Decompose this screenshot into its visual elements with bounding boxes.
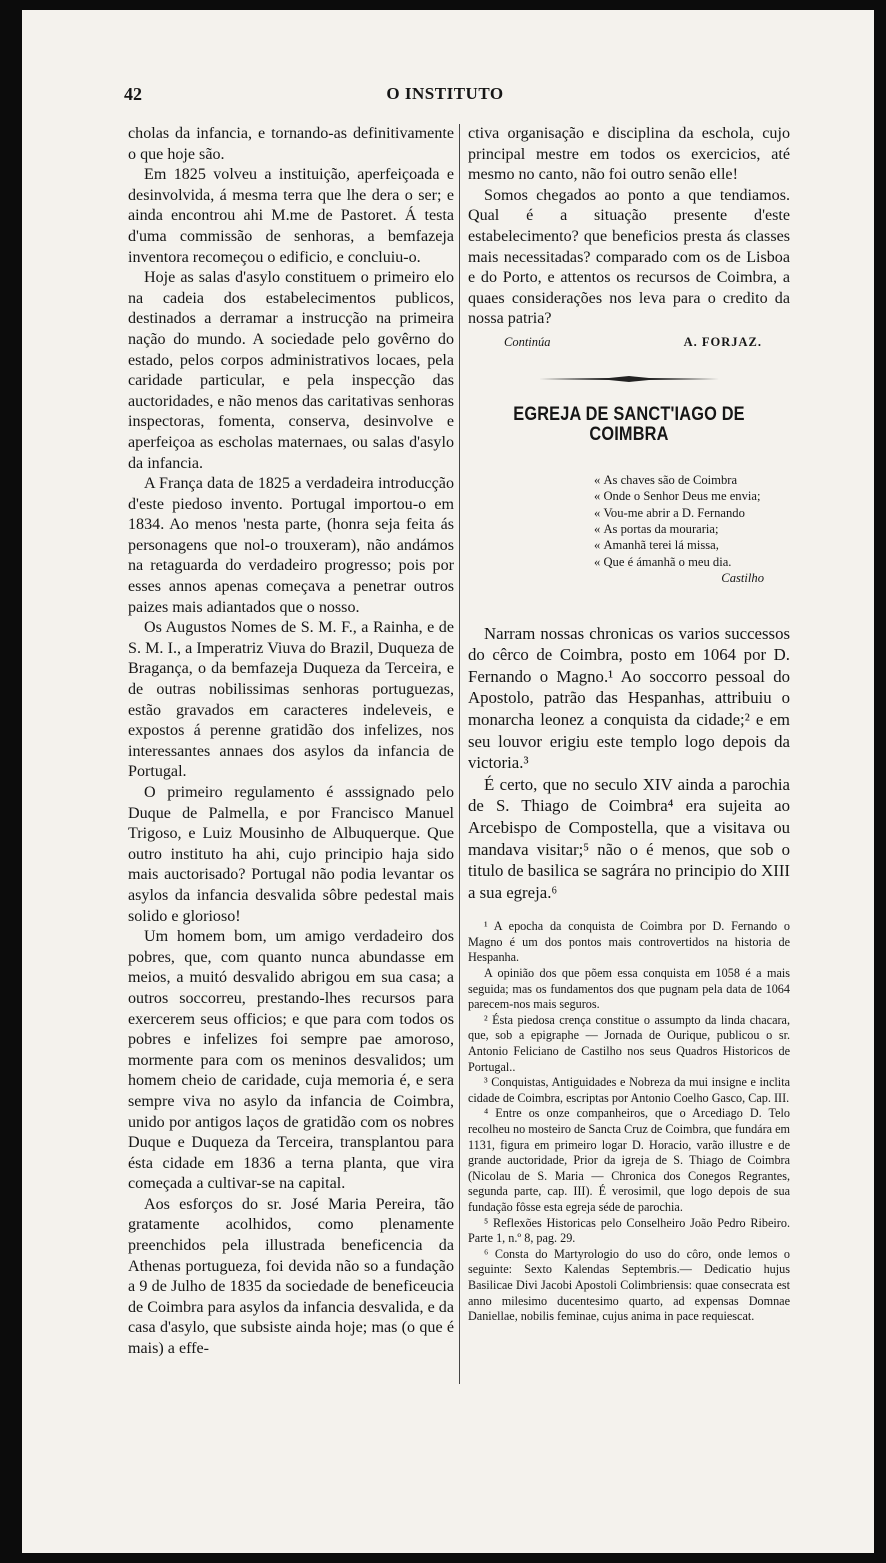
continua-label: Continúa: [504, 334, 551, 349]
epigraph: [594, 472, 790, 587]
paragraph: Narram nossas chronicas os varios successos do cêrco de Coimbra, posto em 1064 por D. Fernando o Magno.¹ Ao soccorro pessoal do Apostolo, patrão das Hespanhas, attribuiu o monarcha leonez a conquista da cidade;² e em seu louvor erigiu este templo logo depois da victoria.³: [468, 623, 790, 773]
epigraph-line: « As chaves são de Coimbra: [594, 472, 790, 488]
author-name: A. FORJAZ.: [683, 334, 762, 349]
article-body: [468, 623, 790, 904]
paragraph: A França data de 1825 a verdadeira introducção d'este piedoso invento. Portugal importou-o em 1834. Ao menos 'nesta parte, (honra seja feita ás personagens que nol-o trouxeram), não andámos na retaguarda do verdadeiro progresso; pois por esses annos apenas começava a penetrar outros paizes mais adiantados que o nosso.: [128, 475, 454, 616]
page-number: 42: [124, 84, 142, 104]
epigraph-line: « Que é ámanhã o meu dia.: [594, 554, 790, 570]
paragraph: Em 1825 volveu a instituição, aperfeiçoada e desinvolvida, á mesma terra que lhe dera o ser; e ainda encontrou ahi M.me de Pastoret. Á testa d'uma commissão de senhoras, a bemfazeja inventora recomeçou o edificio, e concluiu-o.: [128, 166, 454, 266]
footnote: ⁴ Entre os onze companheiros, que o Arcediago D. Telo recolheu no mosteiro de Sancta Cruz de Coimbra, que fundára em 1131, figura em primeiro logar D. Horacio, varão illustre e de grande auctoridade, Prior da igreja de S. Thiago de Coimbra (Nicolau de S. Maria — Chronica dos Conegos Regrantes, segunda parte, cap. III). É verosimil, que logo depois de sua fundação fôsse esta egreja séde de parochia.: [468, 1106, 790, 1214]
signature-line: [468, 332, 790, 353]
footnotes: [468, 919, 790, 1324]
epigraph-line: « Amanhã terei lá missa,: [594, 537, 790, 553]
paragraph: Hoje as salas d'asylo constituem o primeiro elo na cadeia dos estabelecimentos publicos, destinados a derramar a instrucção na primeira nação do mundo. A sociedade pelo govêrno do estado, pelos corpos administrativos locaes, pela caridade particular, e pela inspecção das auctoridades, e não menos das caritativas senhoras inspectoras, fomenta, conserva, desinvolve e aperfeiçoa as escholas maternaes, ou salas d'asylo da infancia.: [128, 269, 454, 472]
footnote: ³ Conquistas, Antiguidades e Nobreza da mui insigne e inclita cidade de Coimbra, escriptas por Antonio Coelho Gasco, Cap. III.: [468, 1075, 790, 1105]
footnote: ¹ A epocha da conquista de Coimbra por D. Fernando o Magno é um dos pontos mais controvertidos na historia de Hespanha.: [468, 919, 790, 965]
footnote: ⁶ Consta do Martyrologio do uso do côro, onde lemos o seguinte: Sexto Kalendas Septembris.— Dedicatio hujus Basilicae Divi Jacobi Apostoli Colimbriensis: quae consecrata est anno milesimo ducentesimo quarto, ad expensas Domnae Daniellae, nobilis feminae, cujus anima in pace requiescat.: [468, 1246, 790, 1324]
paragraph: Os Augustos Nomes de S. M. F., a Rainha, e de S. M. I., a Imperatriz Viuva do Brazil, Duqueza de Bragança, o da bemfazeja Duqueza da Terceira, e de outras nobilissimas senhoras portuguezas, estão gravados em caracteres indeleveis, e expostos á perenne gratidão dos infelizes, nos interessantes annaes dos asylos da infancia de Portugal.: [128, 619, 454, 781]
paragraph: cholas da infancia, e tornando-as definitivamente o que hoje são.: [128, 125, 454, 163]
footnote: ⁵ Reflexões Historicas pelo Conselheiro João Pedro Ribeiro. Parte 1, n.º 8, pag. 29.: [468, 1215, 790, 1246]
footnote: A opinião dos que põem essa conquista em 1058 é a mais seguida; mas os fundamentos dos que pugnam pela data de 1064 parecem-nos mais seguros.: [468, 966, 790, 1012]
ornamental-rule: [539, 375, 719, 383]
paragraph: ctiva organisação e disciplina da eschola, cujo principal mestre em todos os exercicios, até mesmo no canto, não foi outro senão elle!: [468, 125, 790, 184]
paragraph: É certo, que no seculo XIV ainda a parochia de S. Thiago de Coimbra⁴ era sujeita ao Arcebispo de Compostella, que a visitava ou mandava visitar;⁵ não o é menos, que sob o titulo de basilica se sagrára no principio do XIII a sua egreja.⁶: [468, 774, 790, 902]
paragraph: Somos chegados ao ponto a que tendiamos. Qual é a situação presente d'este estabelecimento? que beneficios presta ás classes mais necessitadas? comparado com os de Lisboa e do Porto, e attentos os recursos de Coimbra, a quaes considerações nos leva para o credito da nossa patria?: [468, 186, 790, 328]
paragraph: Aos esforços do sr. José Maria Pereira, tão gratamente acolhidos, como plenamente preenchidos pela illustrada beneficencia da Athenas portugueza, foi devida não so a fundação a 9 de Julho de 1835 da sociedade de beneficeucia de Coimbra para asylos da infancia desvalida, e da casa d'asylo, que subsiste ainda hoje; mas (o que é mais) a effe-: [128, 1195, 454, 1358]
epigraph-line: « Vou-me abrir a D. Fernando: [594, 505, 790, 521]
epigraph-line: « As portas da mouraria;: [594, 521, 790, 537]
column-divider: [459, 124, 460, 1384]
paragraph: Um homem bom, um amigo verdadeiro dos pobres, que, com quanto nunca abundasse em meios, a muitó desvalido abrigou em sua casa; a outros soccorreu, prestando-lhes recursos para exercerem seus officios; e que para com todos os pobres e infelizes foi sempre pae amoroso, mormente para com os meninos desvalidos; um homem cheio de caridade, cuja memoria é, e sera sempre viva no asylo da infancia de Coimbra, unido por antigos laços de gratidão com os nobres Duque e Duqueza da Terceira, transplantou para ésta cidade em 1836 a terna planta, que vira começada a cultivar-se na capital.: [128, 928, 454, 1193]
left-column: [128, 124, 454, 1374]
right-column: [468, 124, 790, 1386]
epigraph-line: « Onde o Senhor Deus me envia;: [594, 488, 790, 504]
article-title: EGREJA DE SANCT'IAGO DE COIMBRA: [513, 403, 745, 446]
epigraph-author: Castilho: [721, 571, 764, 586]
footnote: ² Ésta piedosa crença constitue o assumpto da linda chacara, que, sob a epigraphe — Jornada de Ourique, publicou o sr. Antonio Feliciano de Castilho nos seus Quadros Historicos de Portugal..: [468, 1012, 790, 1074]
page-header: [124, 84, 766, 106]
journal-title: O INSTITUTO: [386, 84, 504, 103]
paragraph: O primeiro regulamento é asssignado pelo Duque de Palmella, e por Francisco Manuel Trigoso, e Luiz Mousinho de Albuquerque. Que outro instituto ha ahi, cujo principio haja sido mais auctorisado? Portugal não podia levantar os asylos da infancia desvalida sôbre pedestal mais solido e glorioso!: [128, 784, 454, 925]
